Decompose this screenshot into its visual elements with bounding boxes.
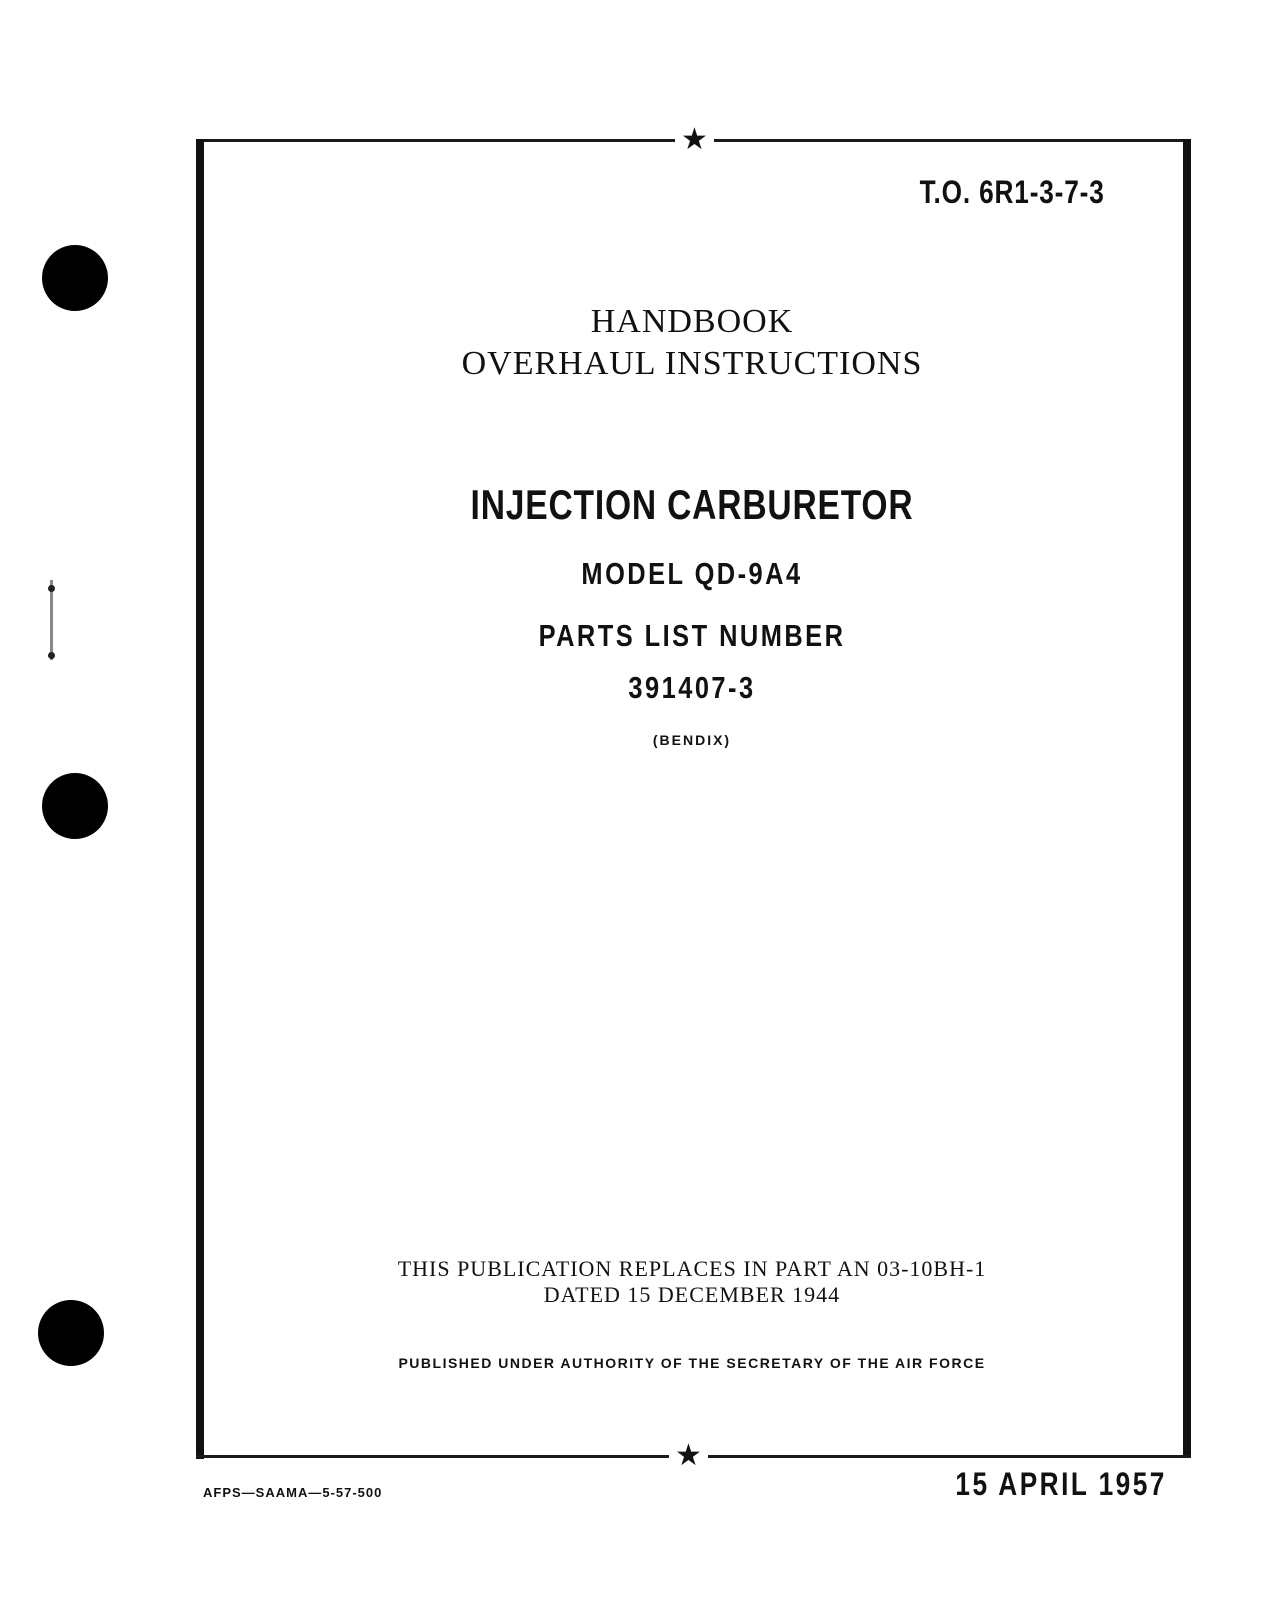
issue-date: 15 APRIL 1957 <box>955 1466 1167 1502</box>
equipment-subject: INJECTION CARBURETOR <box>470 481 914 528</box>
scan-mark <box>48 652 55 659</box>
manufacturer: (BENDIX) <box>652 732 732 748</box>
document-title-line-2: OVERHAUL INSTRUCTIONS <box>461 345 923 382</box>
model-number: MODEL QD-9A4 <box>581 556 803 591</box>
scan-mark <box>50 580 53 660</box>
technical-order-number: T.O. 6R1-3-7-3 <box>919 174 1105 210</box>
print-code: AFPS—SAAMA—5-57-500 <box>203 1485 383 1500</box>
punch-hole-top <box>42 245 108 311</box>
publication-authority: PUBLISHED UNDER AUTHORITY OF THE SECRETARY OF THE AIR FORCE <box>398 1355 986 1371</box>
scan-mark <box>48 585 55 592</box>
document-title-line-1: HANDBOOK <box>590 303 794 340</box>
replaces-notice-line-2: DATED 15 DECEMBER 1944 <box>543 1282 841 1307</box>
star-ornament-bottom: ★ <box>669 1441 708 1471</box>
punch-hole-bottom <box>38 1300 104 1366</box>
replaces-notice-line-1: THIS PUBLICATION REPLACES IN PART AN 03-10BH-1 <box>397 1256 987 1281</box>
star-ornament-top: ★ <box>675 125 714 155</box>
parts-list-label: PARTS LIST NUMBER <box>538 618 846 653</box>
parts-list-number: 391407-3 <box>628 670 756 705</box>
punch-hole-middle <box>42 773 108 839</box>
